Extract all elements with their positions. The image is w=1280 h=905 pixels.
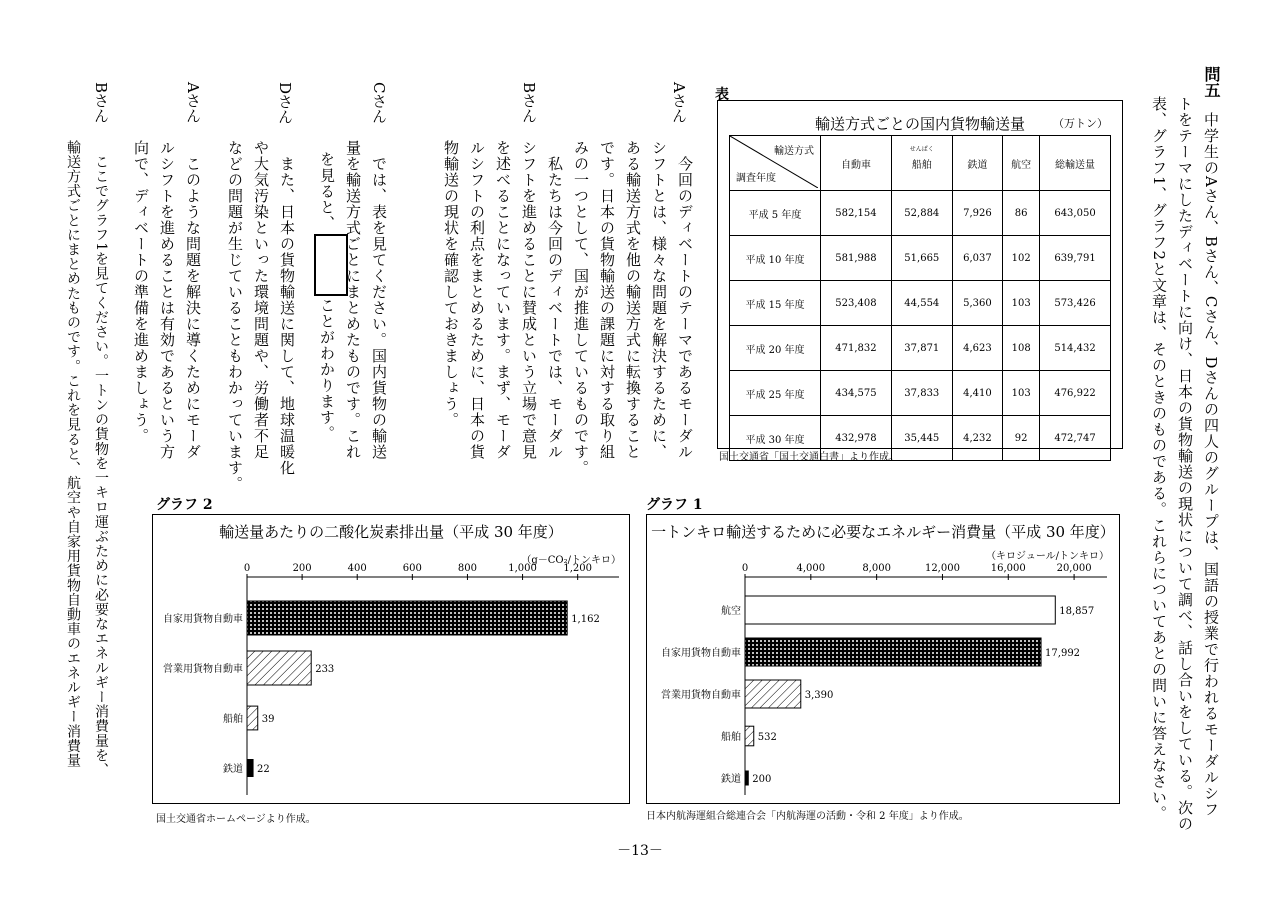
table-cell: 103 [1003,371,1040,416]
table-cell: 92 [1003,416,1040,461]
bar [247,651,311,685]
dialogue-line: 私たちは今回のディベートでは、モーダル [546,140,564,460]
graph1-title: 一トンキロ輸送するために必要なエネルギー消費量（平成 30 年度） [651,523,1115,541]
bar [247,706,258,730]
graph2-source: 国土交通省ホームページより作成。 [156,814,316,825]
table-cell: 37,871 [891,326,952,371]
dialogue-line: このような問題を解決に導くためにモーダ [184,140,202,460]
tick-label: 20,000 [1056,563,1092,574]
dialogue-line: 向で、ディベートの準備を進めましょう。 [132,140,150,444]
table-cell: 4,410 [952,371,1003,416]
table-header-cell: 総輸送量 [1040,136,1111,191]
dialogue-line: 量を輸送方式ごとにまとめたものです。これ [344,140,362,460]
value-label: 532 [757,732,777,743]
table-cell: 581,988 [821,236,892,281]
table-cell: 432,978 [821,416,892,461]
table-title: 輸送方式ごとの国内貨物輸送量 [814,115,1025,133]
table-cell: 639,791 [1040,236,1111,281]
dialogue-line: 輸送方式ごとにまとめたものです。これを見ると、航空や自家用貨物自動車のエネルギー消費量 [65,140,81,768]
table-cell: 7,926 [952,191,1003,236]
tick-label: 8,000 [862,563,891,574]
table-cell: 471,832 [821,326,892,371]
value-label: 233 [315,664,335,675]
ruby-text: せんぱく [909,146,934,153]
tick-label: 12,000 [924,563,960,574]
table-row [730,371,1111,416]
table-row [730,326,1111,371]
dialogue-line: を述べることになっています。まず、モーダ [494,140,512,460]
bar [745,596,1055,624]
dialogue-line: ルシフトの利点をまとめるために、日本の貨 [468,140,486,460]
speaker-name: Dさん [276,82,294,125]
graph1-chart [647,515,1119,803]
question-number: 問五 [1202,66,1221,98]
table-cell: 514,432 [1040,326,1111,371]
category-label: 船舶 [223,714,243,725]
table-cell: 102 [1003,236,1040,281]
dialogue-line: ある輸送方式を他の輸送方式に転換すること [624,140,642,460]
speaker-name: Bさん [92,82,110,124]
answer-blank-box [314,234,348,296]
table-unit: （万トン） [1053,117,1108,130]
value-label: 200 [752,774,772,785]
table-corner [730,136,821,191]
category-label: 営業用貨物自動車 [661,690,741,701]
tick-label: 16,000 [990,563,1026,574]
speaker-name: Aさん [184,82,202,123]
table-header-cell: 航空 [1003,136,1040,191]
table-cell: 476,922 [1040,371,1111,416]
tick-label: 4,000 [796,563,826,574]
value-label: 39 [261,714,275,725]
table-cell: 643,050 [1040,191,1111,236]
graph2-frame [152,514,630,804]
category-label: 鉄道 [223,764,243,775]
table-cell: 4,623 [952,326,1003,371]
tick-label: 0 [741,563,749,574]
speaker-name: Bさん [520,82,538,124]
speaker-name: Cさん [370,82,388,124]
table-cell: 6,037 [952,236,1003,281]
graph2-title: 輸送量あたりの二酸化炭素排出量（平成 30 年度） [219,523,563,541]
table-source: 国土交通省「国土交通白書」より作成。 [719,452,899,463]
corner-bottom-label: 調査年度 [736,173,776,184]
dialogue-line: などの問題が生じていることもわかっています。 [226,140,244,492]
question-line-1: 中学生のAさん、Bさん、Cさん、Dさんの四人のグループは、国語の授業で行われるモーダルシフ [1202,112,1220,818]
table-cell: 108 [1003,326,1040,371]
graph1-source: 日本内航海運組合総連合会「内航海運の活動・令和 2 年度」より作成。 [646,811,969,822]
category-label: 航空 [721,606,741,617]
table-cell: 434,575 [821,371,892,416]
table-row [730,236,1111,281]
value-label: 3,390 [804,690,834,701]
table-cell: 平成 20 年度 [730,326,821,371]
table-header-row [730,136,1111,191]
tick-label: 200 [292,563,312,574]
value-label: 18,857 [1059,606,1095,617]
dialogue-line: シフトを進めることに賛成という立場で意見 [520,140,538,460]
bar [745,771,748,785]
question-line-3: 表、グラフ1、グラフ2と文章は、そのときのものである。これらについてあとの問いに答えなさい。 [1150,96,1168,822]
graph1-label: グラフ 1 [646,497,703,513]
c-line-before: を見ると、 [318,151,336,232]
table-frame [717,100,1123,449]
dialogue-line: ここでグラフ1を見てください。一トンの貨物を一キロ運ぶために必要なエネルギー消費量を、 [93,140,109,778]
tick-label: 600 [402,563,422,574]
table-cell: 52,884 [891,191,952,236]
page-number: －13－ [617,843,663,859]
table-cell: 86 [1003,191,1040,236]
value-label: 17,992 [1045,648,1081,659]
bar [745,638,1041,666]
bar [247,601,567,635]
category-label: 船舶 [721,732,741,743]
table-cell: 582,154 [821,191,892,236]
table-cell: 平成 15 年度 [730,281,821,326]
dialogue-line: また、日本の貨物輸送に関して、地球温暖化 [278,140,296,476]
graph2-chart [153,515,629,803]
category-label: 自家用貨物自動車 [661,648,741,659]
bar [745,726,754,746]
tick-label: 800 [457,563,477,574]
table-cell: 平成 25 年度 [730,371,821,416]
corner-top-label: 輸送方式 [774,146,814,157]
graph1-unit: （キロジュール/トンキロ） [986,551,1109,562]
table-label: 表 [715,87,729,103]
table-cell: 472,747 [1040,416,1111,461]
table-cell: 103 [1003,281,1040,326]
category-label: 鉄道 [721,774,741,785]
table-cell: 51,665 [891,236,952,281]
table-cell: 523,408 [821,281,892,326]
table-cell: 4,232 [952,416,1003,461]
table-cell: 平成 30 年度 [730,416,821,461]
dialogue-line: や大気汚染といった環境問題や、労働者不足 [252,140,270,460]
tick-label: 0 [243,563,251,574]
graph2-unit: （g－CO₂/トンキロ） [521,555,621,566]
dialogue-line: では、表を見てください。国内貨物の輸送 [370,140,388,460]
cargo-table [729,135,1111,461]
table-header-cell: 自動車 [821,136,892,191]
dialogue-line: 物輸送の現状を確認しておきましょう。 [442,140,460,428]
value-label: 22 [257,764,270,775]
c-line-after: ことがわかります。 [318,297,336,442]
table-row [730,281,1111,326]
category-label: 営業用貨物自動車 [163,664,243,675]
table-header-cell [891,136,952,191]
category-label: 自家用貨物自動車 [163,614,243,625]
value-label: 1,162 [571,614,600,625]
dialogue-line: 今回のディベートのテーマであるモーダル [676,140,694,460]
table-cell: 5,360 [952,281,1003,326]
tick-label: 1,200 [563,563,592,574]
tick-label: 400 [347,563,367,574]
table-cell: 35,445 [891,416,952,461]
question-line-2: トをテーマにしたディベートに向け、日本の貨物輸送の現状について調べ、話し合いをしている。次の [1176,96,1194,832]
header-label: 船舶 [911,159,932,171]
table-row [730,191,1111,236]
bar [745,680,801,708]
graph2-label: グラフ 2 [156,497,213,513]
table-cell: 37,833 [891,371,952,416]
table-cell: 平成 10 年度 [730,236,821,281]
dialogue-line: ルシフトを進めることは有効であるという方 [158,140,176,460]
table-cell: 573,426 [1040,281,1111,326]
dialogue-line: みの一つとして、国が推進しているものです。 [572,140,590,476]
dialogue-line: シフトとは、様々な問題を解決するために、 [650,140,668,460]
dialogue-line [314,140,374,442]
graph1-frame [646,514,1120,804]
table-cell: 平成 5 年度 [730,191,821,236]
table-cell: 44,554 [891,281,952,326]
table-header-cell: 鉄道 [952,136,1003,191]
tick-label: 1,000 [508,563,537,574]
dialogue-line: です。日本の貨物輸送の課題に対する取り組 [598,140,616,460]
bar [247,760,253,777]
speaker-name: Aさん [670,82,688,123]
